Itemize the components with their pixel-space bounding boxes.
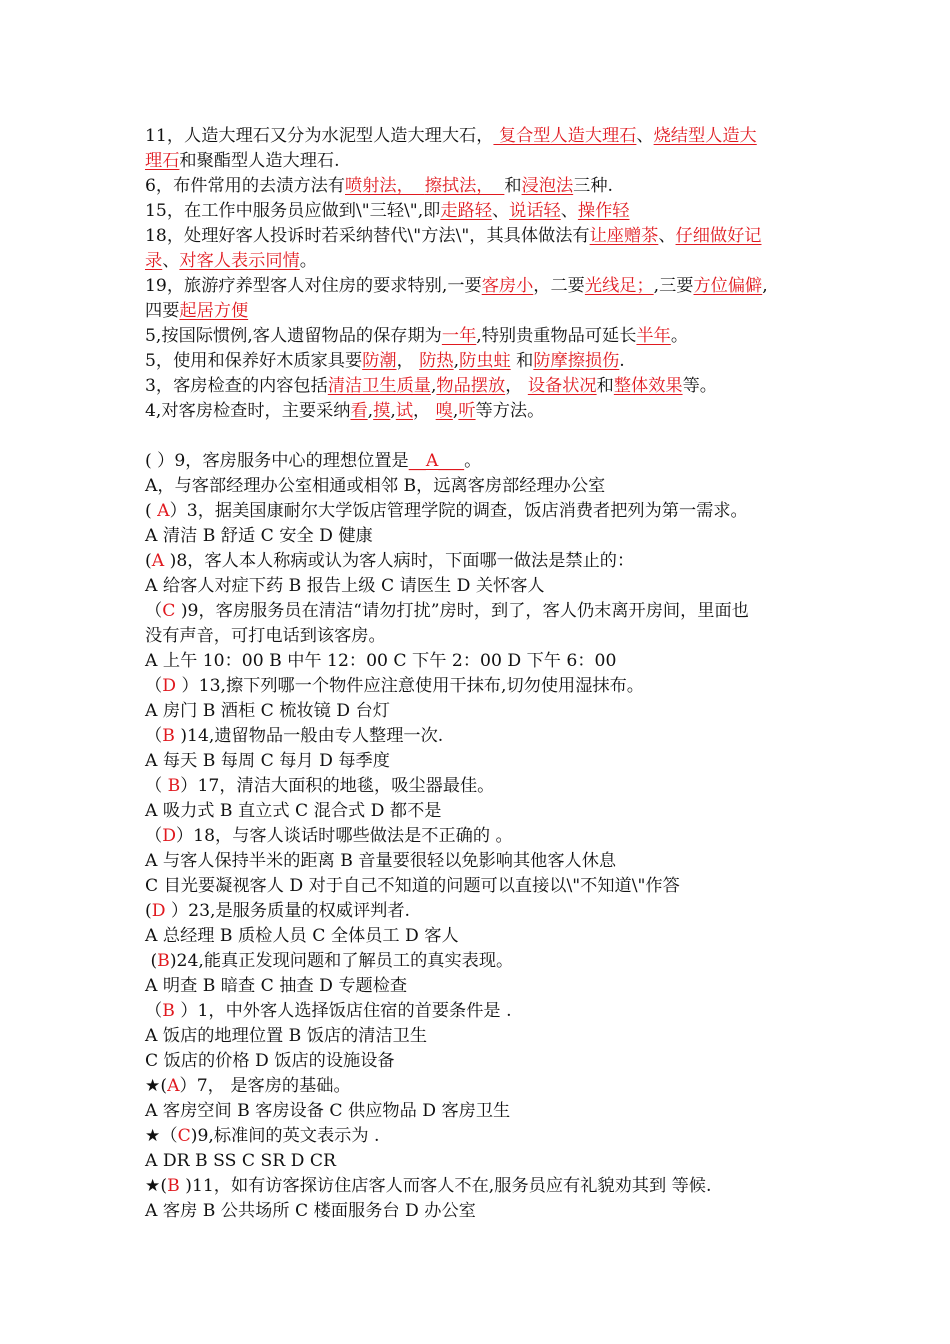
text-segment: , <box>453 351 460 371</box>
fill-in-answer: 光线足； <box>584 276 654 296</box>
text-line <box>145 649 815 674</box>
fill-in-answer: 清洁卫生质量 <box>327 376 431 396</box>
text-line <box>145 824 815 849</box>
text-segment: )9,标准间的英文表示为 . <box>190 1126 380 1146</box>
fill-in-answer: 防热 <box>419 351 454 371</box>
text-line <box>145 449 815 474</box>
text-segment: ）13,擦下列哪一个物件应注意使用干抹布,切勿使用湿抹布。 <box>181 676 644 696</box>
text-segment: A 与客人保持半米的距离 B 音量要很轻以免影响其他客人休息 <box>145 851 617 871</box>
text-segment: ★( <box>145 1076 168 1096</box>
text-segment: （ <box>145 776 168 796</box>
fill-in-answer: 防摩擦损伤 <box>533 351 620 371</box>
text-segment: ， <box>505 376 528 396</box>
text-line <box>145 324 815 349</box>
fill-in-answer: 走路轻 <box>440 201 492 221</box>
text-segment: （ <box>145 676 163 696</box>
text-segment: ( <box>145 901 152 921</box>
choice-answer: C <box>162 601 181 621</box>
text-segment: ( <box>145 551 152 571</box>
text-segment: 。 <box>299 251 317 271</box>
text-segment: A 饭店的地理位置 B 饭店的清洁卫生 <box>145 1026 428 1046</box>
fill-in-answer: 喷射法， <box>345 176 425 196</box>
choice-answer: A <box>157 501 170 521</box>
text-segment: 和 <box>596 376 614 396</box>
choice-answer: B <box>162 1001 181 1021</box>
text-line <box>145 124 815 149</box>
fill-in-answer: 方位偏僻 <box>693 276 763 296</box>
text-line <box>145 399 815 424</box>
text-line <box>145 224 815 249</box>
text-line <box>145 849 815 874</box>
text-segment: )8，客人本人称病或认为客人病时，下面哪一做法是禁止的： <box>169 551 635 571</box>
fill-in-answer: 复合型人造大理石 <box>493 126 637 146</box>
fill-in-answer: 摸 <box>373 401 391 421</box>
text-segment: （ <box>145 726 163 746</box>
text-segment: . <box>619 351 625 371</box>
choice-answer: D <box>162 826 176 846</box>
choice-answer: D <box>151 901 171 921</box>
fill-in-answer: 整体效果 <box>613 376 683 396</box>
text-segment: 6，布件常用的去渍方法有 <box>145 176 345 196</box>
text-line <box>145 774 815 799</box>
fill-in-answer: 让座赠茶 <box>589 226 659 246</box>
text-segment: A 清洁 B 舒适 C 安全 D 健康 <box>145 526 373 546</box>
text-segment: A，与客部经理办公室相通或相邻 B，远离客房部经理办公室 <box>145 476 606 496</box>
fill-in-answer: 嗅 <box>435 401 453 421</box>
fill-in-answer: 防潮 <box>362 351 397 371</box>
text-segment: 、 <box>491 201 510 221</box>
text-segment: )11，如有访客探访住店客人而客人不在,服务员应有礼貌劝其到 等候. <box>185 1176 712 1196</box>
text-segment: A 吸力式 B 直立式 C 混合式 D 都不是 <box>145 801 442 821</box>
text-line <box>145 1199 815 1224</box>
text-line <box>145 474 815 499</box>
text-segment: 。 <box>464 451 482 471</box>
text-line <box>145 1074 815 1099</box>
text-segment: 等。 <box>682 376 717 396</box>
text-segment: ）17，清洁大面积的地毯，吸尘器最佳。 <box>180 776 495 796</box>
fill-in-answer: 客房小 <box>481 276 534 296</box>
text-segment: 18，处理好客人投诉时若采纳替代\"方法\"，其具体做法有 <box>145 226 590 246</box>
text-line <box>145 1174 815 1199</box>
fill-in-answer: 仔细做好记 <box>675 226 762 246</box>
text-segment: 、 <box>658 226 676 246</box>
text-segment: , <box>390 401 396 421</box>
text-segment: A 每天 B 每周 C 每月 D 每季度 <box>145 751 390 771</box>
text-segment: A 上午 10：00 B 中午 12：00 C 下午 2：00 D 下午 6：00 <box>145 651 617 671</box>
text-line <box>145 499 815 524</box>
text-segment: 5,按国际惯例,客人遗留物品的保存期为 <box>145 326 442 346</box>
fill-in-answer: 设备状况 <box>527 376 597 396</box>
text-line <box>145 374 815 399</box>
text-line <box>145 1149 815 1174</box>
text-segment: A 明查 B 暗查 C 抽查 D 专题检查 <box>145 976 408 996</box>
text-segment: A 客房 B 公共场所 C 楼面服务台 D 办公室 <box>145 1201 476 1221</box>
text-line <box>145 1049 815 1074</box>
text-segment: A 给客人对症下药 B 报告上级 C 请医生 D 关怀客人 <box>145 576 545 596</box>
choice-answer: B <box>157 951 170 971</box>
text-segment: 15，在工作中服务员应做到\"三轻\",即 <box>145 201 441 221</box>
fill-in-answer: 对客人表示同情 <box>179 251 300 271</box>
text-segment: ★( <box>145 1176 168 1196</box>
text-line <box>145 249 815 274</box>
text-line <box>145 149 815 174</box>
document-body <box>145 124 815 1224</box>
fill-in-answer: 半年 <box>636 326 671 346</box>
text-line <box>145 699 815 724</box>
text-line <box>145 874 815 899</box>
choice-answer: B <box>167 1176 186 1196</box>
text-segment: 、 <box>162 251 180 271</box>
text-segment: 11，人造大理石又分为水泥型人造大理大石， <box>145 126 494 146</box>
text-segment: （ <box>145 601 163 621</box>
text-segment: , <box>762 276 768 296</box>
text-line <box>145 349 815 374</box>
text-segment: ( ）9，客房服务中心的理想位置是 <box>145 451 409 471</box>
text-segment: 没有声音，可打电话到该客房。 <box>145 626 386 646</box>
text-line <box>145 524 815 549</box>
text-line <box>145 599 815 624</box>
choice-answer: C <box>177 1126 191 1146</box>
text-segment: C 饭店的价格 D 饭店的设施设备 <box>145 1051 395 1071</box>
text-segment: )24,能真正发现问题和了解员工的真实表现。 <box>169 951 514 971</box>
text-segment: 19，旅游疗养型客人对住房的要求特别,一要 <box>145 276 482 296</box>
text-segment: ( <box>145 501 158 521</box>
choice-answer: D <box>162 676 182 696</box>
text-segment: ）3，据美国康耐尔大学饭店管理学院的调查，饭店消费者把列为第一需求。 <box>169 501 748 521</box>
text-segment: 四要 <box>145 301 180 321</box>
fill-in-answer: 操作轻 <box>577 201 630 221</box>
fill-in-answer: 录 <box>145 251 163 271</box>
text-line <box>145 299 815 324</box>
text-segment: （ <box>145 1001 163 1021</box>
text-line <box>145 674 815 699</box>
fill-in-answer: __A___ <box>408 451 465 471</box>
text-segment: ( <box>145 951 158 971</box>
text-segment: C 目光要凝视客人 D 对于自己不知道的问题可以直接以\"不知道\"作答 <box>145 876 680 896</box>
text-segment: ,特别贵重物品可延长 <box>476 326 637 346</box>
text-segment: ,三要 <box>653 276 694 296</box>
text-segment: 和 <box>504 176 522 196</box>
fill-in-answer: 试 <box>395 401 414 421</box>
choice-answer: A <box>167 1076 180 1096</box>
text-segment: 和 <box>510 351 534 371</box>
choice-answer: B <box>162 726 181 746</box>
text-segment: 5，使用和保养好木质家具要 <box>145 351 363 371</box>
text-line <box>145 999 815 1024</box>
text-segment: ）18，与客人谈话时哪些做法是不正确的 。 <box>175 826 513 846</box>
fill-in-answer: 理石 <box>145 151 180 171</box>
text-line <box>145 899 815 924</box>
text-segment: ★（ <box>145 1126 178 1146</box>
text-segment: 。 <box>670 326 689 346</box>
text-segment: 、 <box>636 126 654 146</box>
blank-line <box>145 424 815 449</box>
text-line <box>145 174 815 199</box>
text-segment: A 总经理 B 质检人员 C 全体员工 D 客人 <box>145 926 459 946</box>
text-segment: A 客房空间 B 客房设备 C 供应物品 D 客房卫生 <box>145 1101 511 1121</box>
choice-answer: A <box>151 551 170 571</box>
choice-answer: B <box>167 776 181 796</box>
fill-in-answer: 起居方便 <box>179 301 249 321</box>
text-line <box>145 574 815 599</box>
text-line <box>145 724 815 749</box>
fill-in-answer: 浸泡法 <box>521 176 574 196</box>
text-segment: ）7， 是客房的基础。 <box>179 1076 351 1096</box>
text-line <box>145 749 815 774</box>
fill-in-answer: 一年 <box>441 326 477 346</box>
text-segment: 4,对客房检查时，主要采纳 <box>145 401 351 421</box>
text-line <box>145 799 815 824</box>
text-segment: （ <box>145 826 163 846</box>
text-segment: ， <box>396 351 420 371</box>
text-segment: ）23,是服务质量的权威评判者. <box>170 901 411 921</box>
fill-in-answer: 烧结型人造大 <box>653 126 757 146</box>
text-segment: , <box>367 401 374 421</box>
text-segment: , <box>452 401 459 421</box>
text-segment: A 房门 B 酒柜 C 梳妆镜 D 台灯 <box>145 701 390 721</box>
text-segment: 三种. <box>573 176 613 196</box>
text-line <box>145 274 815 299</box>
text-segment: , <box>430 376 437 396</box>
text-segment: 、 <box>560 201 578 221</box>
text-segment: ，二要 <box>533 276 585 296</box>
text-segment: )9，客房服务员在清洁“请勿打扰”房时，到了，客人仍末离开房间，里面也 <box>180 601 749 621</box>
text-segment: 3，客房检查的内容包括 <box>145 376 328 396</box>
text-segment: )14,遗留物品一般由专人整理一次. <box>180 726 444 746</box>
text-line <box>145 949 815 974</box>
text-line <box>145 1124 815 1149</box>
fill-in-answer: 擦拭法， <box>424 176 505 196</box>
text-line <box>145 199 815 224</box>
text-line <box>145 624 815 649</box>
text-segment: ， <box>413 401 436 421</box>
text-line <box>145 974 815 999</box>
text-segment: A DR B SS C SR D CR <box>145 1151 336 1171</box>
fill-in-answer: 看 <box>350 401 368 421</box>
text-line <box>145 549 815 574</box>
text-line <box>145 924 815 949</box>
text-segment: 等方法。 <box>475 401 545 421</box>
fill-in-answer: 听 <box>458 401 476 421</box>
text-line <box>145 1099 815 1124</box>
text-line <box>145 1024 815 1049</box>
fill-in-answer: 物品摆放 <box>436 376 506 396</box>
text-segment: 和聚酯型人造大理石. <box>179 151 340 171</box>
fill-in-answer: 说话轻 <box>509 201 561 221</box>
text-segment: ）1，中外客人选择饭店住宿的首要条件是 . <box>180 1001 512 1021</box>
fill-in-answer: 防虫蛀 <box>459 351 511 371</box>
